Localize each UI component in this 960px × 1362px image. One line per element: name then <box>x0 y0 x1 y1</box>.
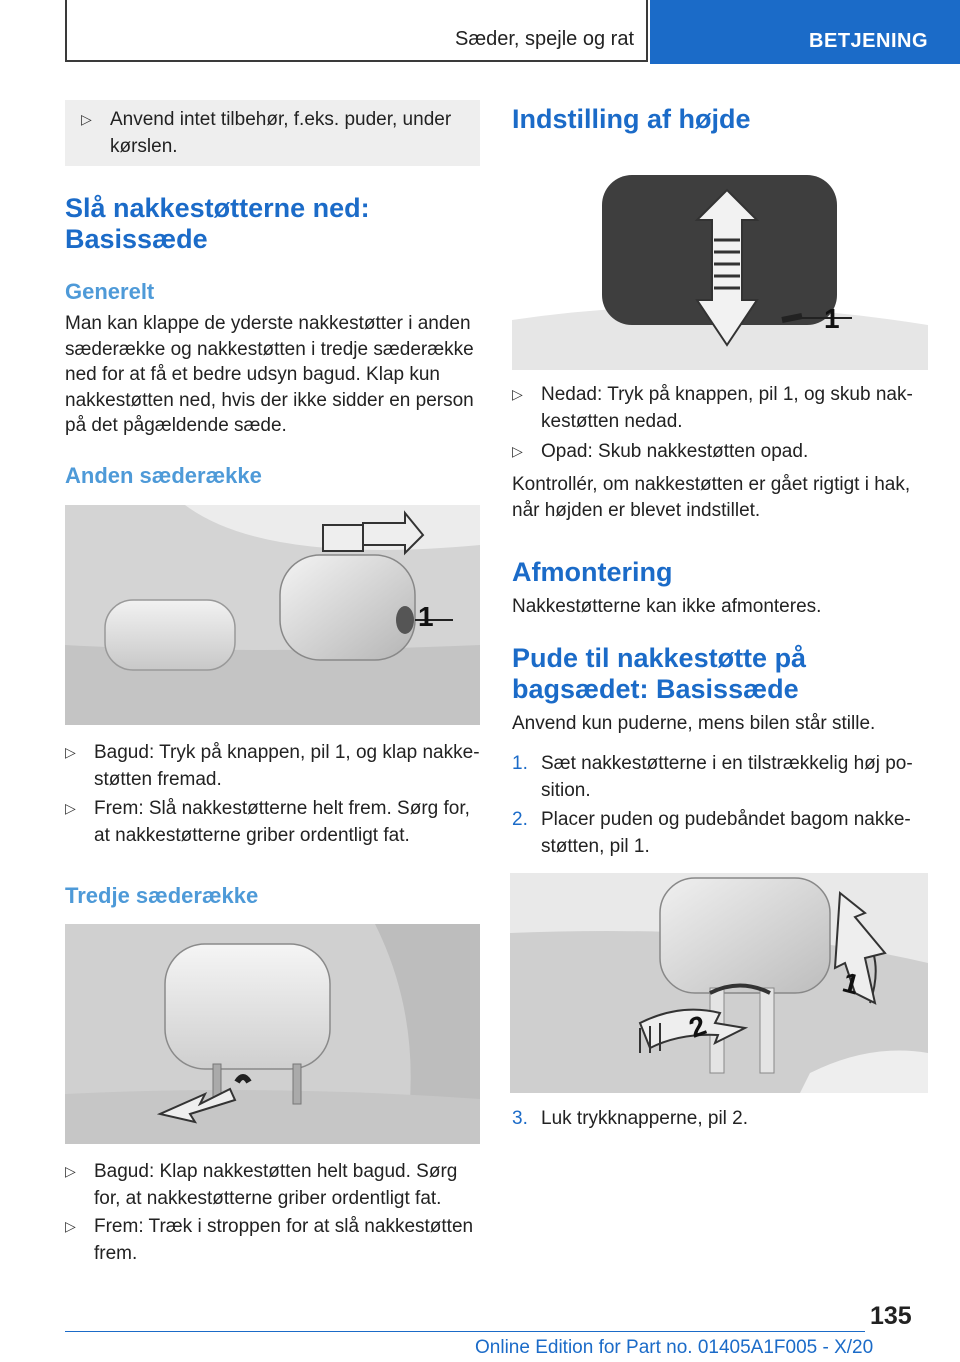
step-2-text: Placer puden og pudebåndet bagom nakke-støtten, pil 1. <box>541 809 911 857</box>
footer-edition: Online Edition for Part no. 01405A1F005 - X/20 <box>475 1337 874 1358</box>
heading-fold-down <box>65 193 480 255</box>
bullet-hoejde-1-text: Nedad: Tryk på knappen, pil 1, og skub nak-kestøtten nedad. <box>541 384 913 432</box>
bullet-triangle-icon: ▷ <box>65 1163 76 1179</box>
page-number: 135 <box>870 1302 912 1330</box>
pude-body: Anvend kun puderne, mens bilen står stille. <box>512 713 876 734</box>
bullet-triangle-icon: ▷ <box>65 744 76 760</box>
heading-tredje-saederaekke: Tredje sæderække <box>65 883 259 908</box>
heading-fold-down-line2: Basissæde <box>65 224 208 254</box>
step-3-number: 3. <box>512 1108 528 1129</box>
step-1 <box>512 750 928 804</box>
header-section-title: Sæder, spejle og rat <box>455 28 634 50</box>
heading-pude <box>512 643 928 705</box>
callout-1: 1 <box>839 966 863 1001</box>
heading-pude-line2: bagsædet: Basissæde <box>512 674 799 704</box>
bullet-hoejde-1 <box>512 381 928 435</box>
step-1-text: Sæt nakkestøtterne i en tilstrækkelig høj po-sition. <box>541 753 913 801</box>
note-bullet <box>81 106 471 160</box>
bullet-triangle-icon: ▷ <box>512 386 523 402</box>
illustration-second-row-headrest <box>65 505 480 725</box>
hoejde-body: Kontrollér, om nakkestøtten er gået rigtigt i hak, når højden er blevet indstillet. <box>512 474 911 521</box>
step-2 <box>512 806 928 860</box>
bullet-triangle-icon: ▷ <box>81 111 92 127</box>
illustration-cushion <box>510 873 928 1093</box>
heading-indstilling-hoejde: Indstilling af højde <box>512 104 751 134</box>
heading-generelt: Generelt <box>65 279 155 304</box>
bullet-anden-2-text: Frem: Slå nakkestøtterne helt frem. Sørg for, at nakkestøtterne griber ordentligt fat. <box>94 798 470 846</box>
step-3-text: Luk trykknapperne, pil 2. <box>541 1108 749 1129</box>
callout-1: 1 <box>824 303 840 334</box>
bullet-tredje-1 <box>65 1158 480 1212</box>
callout-2: 2 <box>684 1009 711 1044</box>
bullet-triangle-icon: ▷ <box>512 443 523 459</box>
bullet-tredje-1-text: Bagud: Klap nakkestøtten helt bagud. Sørg for, at nakkestøtterne griber ordentligt fat. <box>94 1161 458 1209</box>
callout-1: 1 <box>418 601 434 632</box>
bullet-tredje-2-text: Frem: Træk i stroppen for at slå nakkestøtten frem. <box>94 1216 474 1264</box>
bullet-hoejde-2 <box>512 438 928 465</box>
bullet-tredje-2 <box>65 1213 480 1267</box>
bullet-hoejde-2-text: Opad: Skub nakkestøtten opad. <box>541 441 809 462</box>
header-section-box <box>65 0 648 62</box>
afmontering-body: Nakkestøtterne kan ikke afmonteres. <box>512 596 822 617</box>
bullet-triangle-icon: ▷ <box>65 1218 76 1234</box>
step-3 <box>512 1105 928 1132</box>
heading-pude-line1: Pude til nakkestøtte på <box>512 643 807 673</box>
note-box <box>65 100 480 166</box>
bullet-anden-2 <box>65 795 480 849</box>
footer-divider <box>65 1331 865 1332</box>
bullet-triangle-icon: ▷ <box>65 800 76 816</box>
note-text: Anvend intet tilbehør, f.eks. puder, under kørslen. <box>110 109 452 157</box>
bullet-anden-1-text: Bagud: Tryk på knappen, pil 1, og klap nakke-støtten fremad. <box>94 742 480 790</box>
bullet-anden-1 <box>65 739 480 793</box>
step-2-number: 2. <box>512 809 528 830</box>
heading-anden-saederaekke: Anden sæderække <box>65 463 262 488</box>
heading-afmontering: Afmontering <box>512 557 673 587</box>
heading-fold-down-line1: Slå nakkestøtterne ned: <box>65 193 370 223</box>
generelt-body: Man kan klappe de yderste nakkestøtter i anden sæderække og nakkestøtten i tredje sæderække ned for at få et bedre udsyn bagud. Klap kun nakkestøtten ned, hvis der ikke sidder en person på det pågældende sæde. <box>65 313 474 437</box>
illustration-third-row-headrest <box>65 924 480 1144</box>
illustration-height-adjust <box>512 160 928 370</box>
step-1-number: 1. <box>512 753 528 774</box>
header-chapter-title: BETJENING <box>809 30 928 52</box>
header-chapter-tab <box>650 0 960 64</box>
